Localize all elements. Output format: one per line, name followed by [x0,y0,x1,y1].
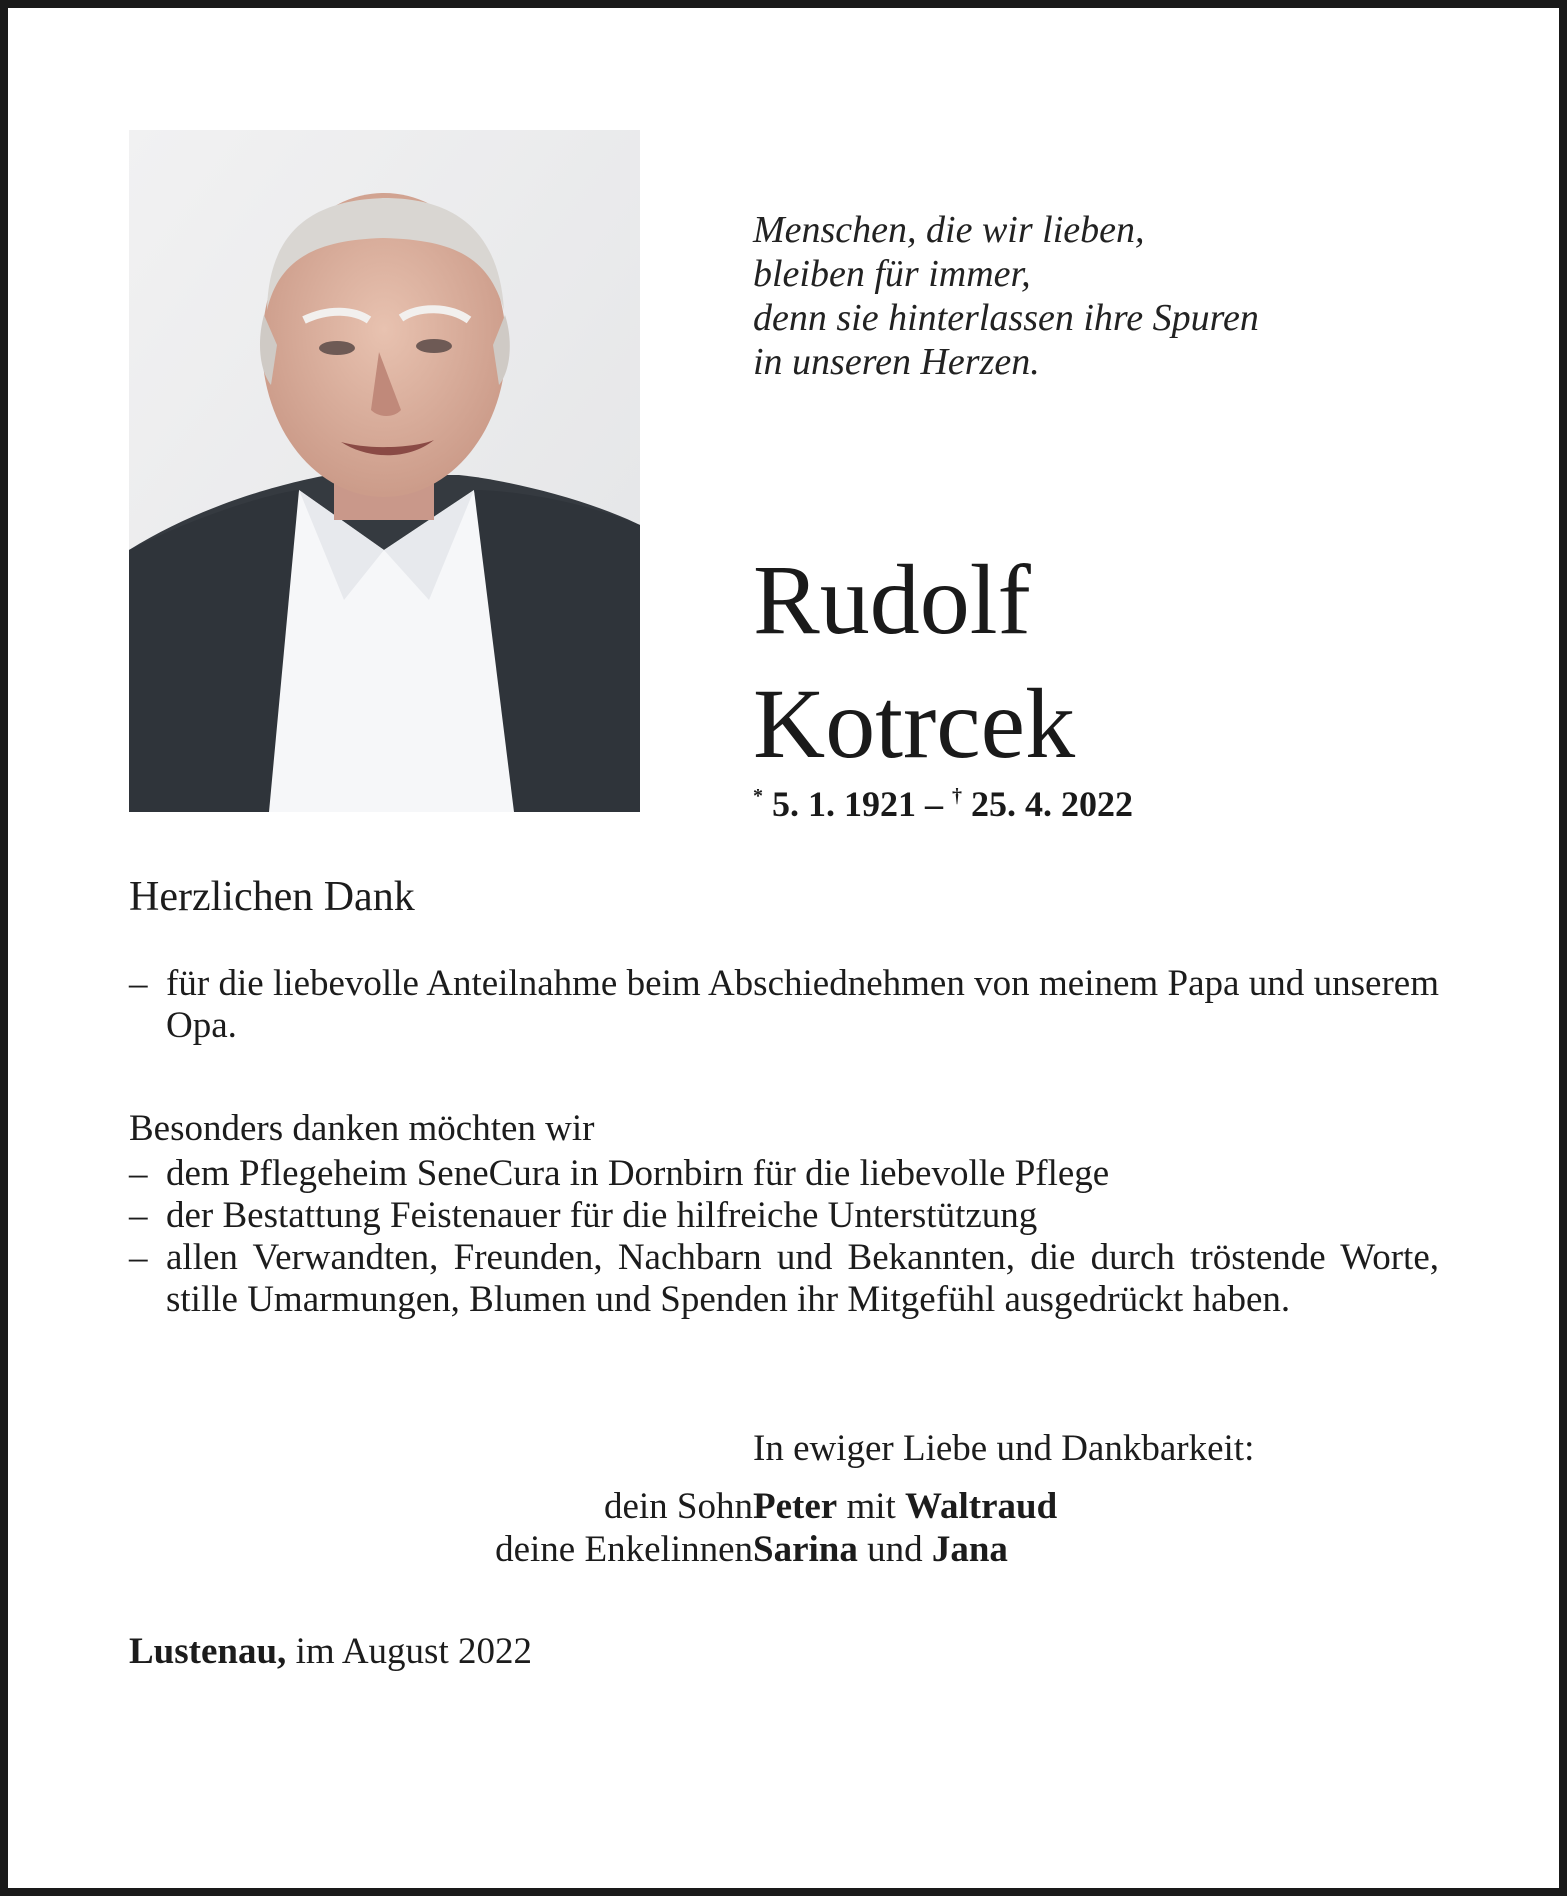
death-mark: † [952,785,962,807]
signer-conjunction: mit [846,1486,896,1527]
dash-bullet: – [129,963,148,1004]
signer-conjunction: und [867,1529,923,1570]
signature-prefix-son: dein Sohn [603,1486,753,1527]
list-item [129,1237,1439,1321]
special-thanks-list [129,1153,1439,1321]
list-item-text: für die liebevolle Anteilnahme beim Abschiednehmen von meinem Papa und unserem Opa. [166,963,1439,1046]
dash-bullet: – [129,1195,148,1236]
first-name: Rudolf [753,544,1031,655]
quote-line: in unseren Herzen. [753,341,1040,383]
list-item-text: dem Pflegeheim SeneCura in Dornbirn für die liebevolle Pflege [166,1153,1110,1194]
signature-prefix-grandchildren: deine Enkelinnen [495,1529,753,1570]
date-separator: – [925,784,943,824]
memorial-quote [753,208,1453,384]
thanks-list [129,963,1439,1047]
notice-date: im August 2022 [295,1631,532,1672]
signer-name: Jana [931,1529,1008,1570]
signer-name: Sarina [753,1529,858,1570]
list-item [129,1195,1439,1237]
list-item-text: der Bestattung Feistenauer für die hilfreiche Unterstützung [166,1195,1038,1236]
signature-names-grandchildren [753,1529,1008,1571]
special-thanks-intro: Besonders danken möchten wir [129,1108,595,1149]
list-item [129,1153,1439,1195]
list-item-text: allen Verwandten, Freunden, Nachbarn und Bekannten, die durch tröstende Worte, stille Umarmungen, Blumen und Spenden ihr Mitgefühl ausgedrückt haben. [166,1237,1439,1320]
signer-name: Peter [753,1486,838,1527]
quote-line: denn sie hinterlassen ihre Spuren [753,297,1259,339]
dash-bullet: – [129,1237,148,1278]
death-date: 25. 4. 2022 [971,784,1133,824]
life-dates [753,783,1133,825]
signature-names-son [753,1486,1057,1528]
birth-mark: * [753,785,763,807]
dash-bullet: – [129,1153,148,1194]
signer-name: Waltraud [905,1486,1058,1527]
birth-date: 5. 1. 1921 [772,784,916,824]
place-date [129,1631,532,1673]
quote-line: Menschen, die wir lieben, [753,209,1145,251]
last-name: Kotrcek [753,668,1076,779]
signature-intro: In ewiger Liebe und Dankbarkeit: [753,1428,1255,1469]
portrait-photo [129,130,640,812]
portrait-photo-icon [129,130,640,812]
quote-line: bleiben für immer, [753,253,1031,295]
obituary-page [8,8,1559,1888]
place-name: Lustenau, [129,1631,287,1672]
thanks-title: Herzlichen Dank [129,874,415,920]
deceased-name [753,538,1075,786]
list-item [129,963,1439,1047]
